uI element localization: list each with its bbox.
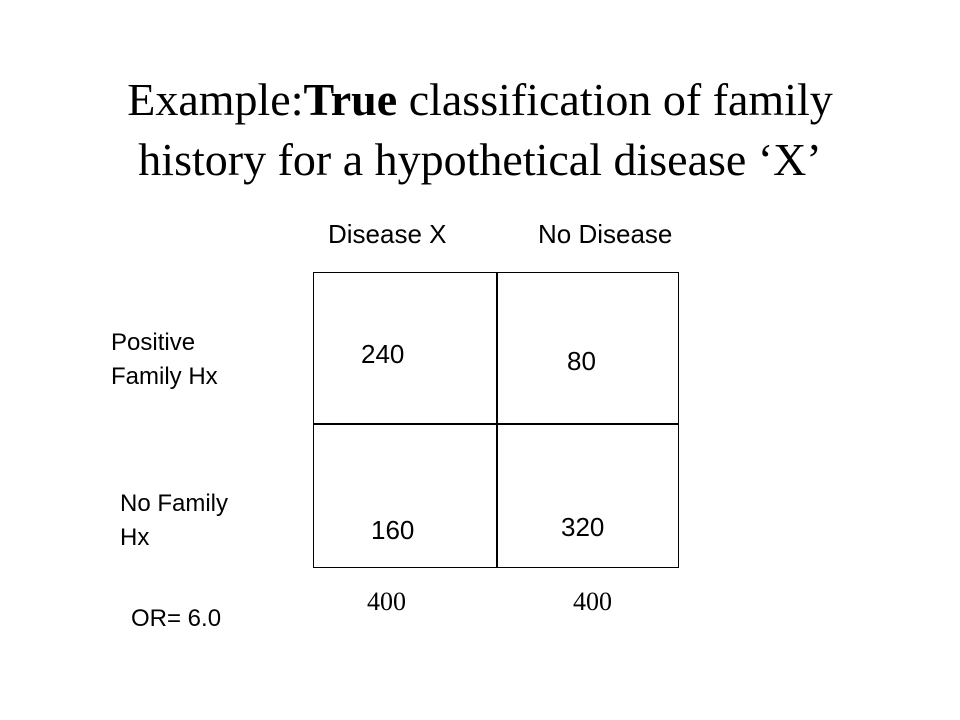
odds-ratio: OR= 6.0 [131,605,222,632]
cell-positive-no-disease: 80 [567,346,596,376]
slide-title [80,70,880,190]
row-label-line: Hx [120,524,150,551]
row-label-line: Positive [111,329,196,356]
cell-no-family-disease: 160 [371,515,415,545]
title-line-1 [80,70,880,130]
cell-positive-disease: 240 [361,339,405,369]
row-label-line: No Family [120,490,229,517]
title-suffix: classification of family [397,74,833,125]
row-label-line: Family Hx [111,363,218,390]
cell-no-family-no-disease: 320 [561,512,605,542]
table-horizontal-divider [314,423,678,425]
title-emphasis: True [303,74,398,125]
title-line-2: history for a hypothetical disease ‘X’ [138,134,822,185]
two-by-two-table [313,272,679,568]
column-total-no-disease: 400 [573,587,612,616]
column-header-disease-x: Disease X [328,219,447,249]
row-label-no-family-hx [120,487,228,555]
row-label-positive-family-hx [111,326,218,394]
title-prefix: Example: [127,74,304,125]
column-header-no-disease: No Disease [538,219,673,249]
table-vertical-divider [496,273,498,567]
column-total-disease-x: 400 [367,587,406,616]
